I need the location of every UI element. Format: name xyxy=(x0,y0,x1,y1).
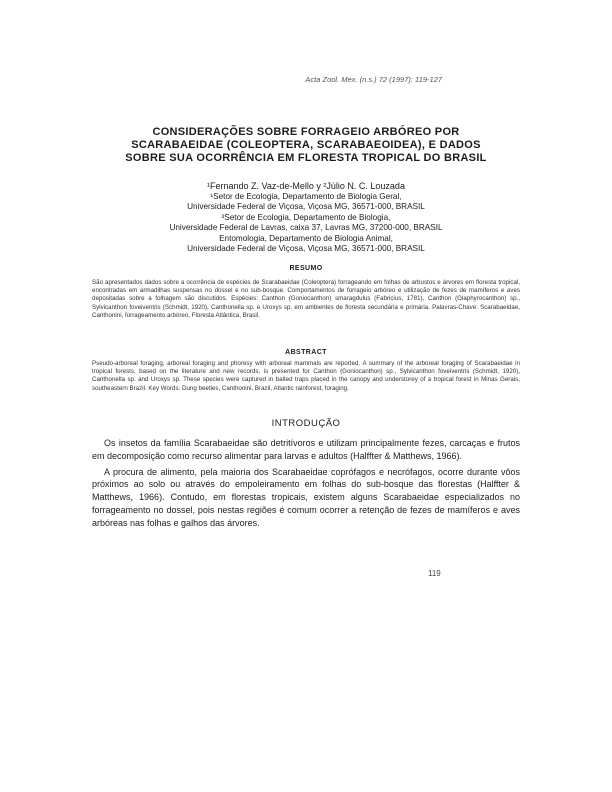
affiliation-line: Universidade Federal de Viçosa, Viçosa MG, 36571-000, BRASIL xyxy=(187,202,425,212)
affiliation-line: ¹Setor de Ecologia, Departamento de Biologia Geral, xyxy=(210,192,402,201)
introduction-body xyxy=(92,437,520,533)
title-line: SOBRE SUA OCORRÊNCIA EM FLORESTA TROPICAL DO BRASIL xyxy=(125,152,487,164)
introduction-paragraph: Os insetos da família Scarabaeidae são detritívoros e utilizam principalmente fezes, carcaças e frutos em decomposição como recurso alimentar para larvas e adultos (Halffter & Matthews, 1966). xyxy=(92,438,520,461)
affiliation-line: Universidade Federal de Viçosa, Viçosa MG, 36571-000, BRASIL xyxy=(187,244,425,254)
page-number: 119 xyxy=(428,569,441,578)
affiliation-line: ²Setor de Ecologia, Departamento de Biologia, xyxy=(221,212,391,222)
title-line: SCARABAEIDAE (COLEOPTERA, SCARABAEOIDEA), E DADOS xyxy=(131,139,481,151)
abstract-body: Pseudo-arboreal foraging, arboreal foraging and phoresy with arboreal mammals are reported. A summary of the arboreal foraging of Scarabaeidae in tropical forests, based on the literature and new records, is presented for Canthon (Goniocanthon) sp., Sylvicanthon foveiventris (Schmidt, 1920), Canthonella sp. and Uroxys sp. These species were captured in baited traps placed in the canopy and understorey of a tropical forest in Minas Gerais, southeastern Brazil. Key Words: Dung beetles, Canthonini, Brazil, Atlantic rainforest, foraging. xyxy=(92,360,520,392)
paper-title xyxy=(100,126,512,165)
affiliation-line: Universidade Federal de Lavras, caixa 37, Lavras MG, 37200-000, BRASIL xyxy=(169,223,443,233)
author-names: ¹Fernando Z. Vaz-de-Mello y ²Júlio N. C. Louzada xyxy=(207,181,405,191)
introduction-paragraph: A procura de alimento, pela maioria dos Scarabaeidae coprófagos e necrófagos, ocorre durante vôos próximos ao solo ou através do empoleiramento em folhas do sub-bosque das florestas (Halffter & Matthews, 1966). Contudo, em florestas tropicais, existem alguns Scarabaeidae especializados no forrageamento no dossel, pois nestas regiões é comum ocorrer a retenção de fezes de mamíferos e aves arbóreas nas folhas e galhos das árvores. xyxy=(92,466,520,528)
title-line: CONSIDERAÇÕES SOBRE FORRAGEIO ARBÓREO POR xyxy=(152,126,460,138)
journal-reference: Acta Zool. Mex. (n.s.) 72 (1997): 119-127 xyxy=(305,75,442,84)
introduction-heading: INTRODUÇÃO xyxy=(271,418,341,429)
resumo-body: São apresentados dados sobre a ocorrência de espécies de Scarabaeidae (Coleoptera) forrageando em folhas de arbustos e árvores em floresta tropical, encontradas em armadilhas suspensas no dossel e no sub-bosque. Comportamentos de forrageio arbóreo e utilização de fezes de mamíferos e aves depositadas sobre a folhagem são discutidos. Espécies: Canthon (Goniocanthon) smaragdulus (Fabricius, 1781), Canthon (Glaphyrocanthon) sp., Sylvicanthon foveiventris (Schmidt, 1920), Canthonella sp. e Uroxys sp. em ambientes de floresta secundária e primária. Palavras-Chave: Scarabaeidae, Canthonini, forrageamento arbóreo, Floresta Atlântica, Brasil. xyxy=(92,279,520,319)
author-block xyxy=(100,181,512,254)
affiliation-line: Entomologia, Departamento de Biologia Animal, xyxy=(219,233,393,243)
resumo-heading: RESUMO xyxy=(289,265,323,272)
abstract-heading: ABSTRACT xyxy=(285,349,327,356)
